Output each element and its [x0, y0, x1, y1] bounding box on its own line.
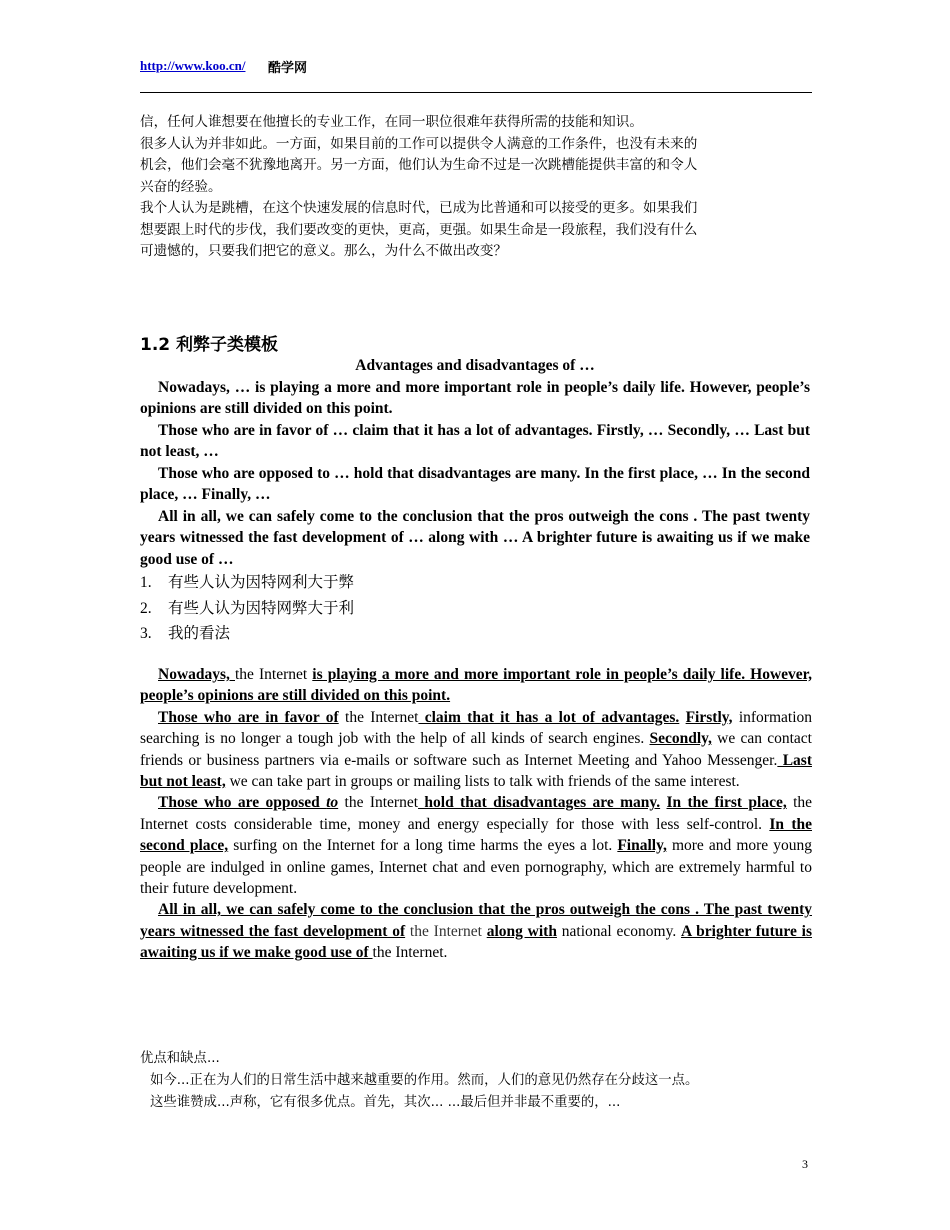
cn-line: 可遗憾的，只要我们把它的意义。那么，为什么不做出改变？ [140, 243, 508, 259]
template-paragraph-2: Those who are in favor of … claim that it has a lot of advantages. Firstly, … Secondly, … Last but not least, … [140, 421, 810, 460]
essay-paragraph-4: All in all, we can safely come to the conclusion that the pros outweigh the cons . The past twenty years witnessed the fast development of the Internet along with national economy. A brighter future is awaiting us if we make good use of the Internet. [140, 901, 812, 962]
translation-line: 这些谁赞成...声称，它有很多优点。首先，其次... ...最后但并非最不重要的，... [150, 1095, 621, 1110]
template-title: Advantages and disadvantages of … [355, 357, 595, 374]
sample-essay [140, 664, 812, 964]
page-number: 3 [802, 1157, 808, 1171]
template-paragraph-3: Those who are opposed to … hold that disadvantages are many. In the first place, … In the second place, … Finally, … [140, 464, 810, 503]
template-paragraph-4: All in all, we can safely come to the conclusion that the pros outweigh the cons . The past twenty years witnessed the fast development of … along with … A brighter future is awaiting us if we make good use of … [140, 507, 810, 568]
essay-template [140, 355, 810, 570]
header-url-link[interactable]: http://www.koo.cn/ [140, 58, 246, 73]
essay-paragraph-1: Nowadays, the Internet is playing a more and more important role in people’s daily life. However, people’s opinions are still divided on this point. [140, 666, 812, 705]
page-header [140, 56, 812, 93]
list-item: 1. 有些人认为因特网利大于弊 [140, 573, 355, 591]
cn-line: 信，任何人谁想要在他擅长的专业工作，在同一职位很难年获得所需的技能和知识。 [140, 114, 643, 130]
chinese-paragraph-block [140, 112, 815, 263]
essay-paragraph-3: Those who are opposed to the Internet hold that disadvantages are many. In the first place, the Internet costs considerable time, money and energy especially for those with less self-control. In the second place, surfing on the Internet for a long time harms the eyes a lot. Finally, more and more young people are indulged in online games, Internet chat and even pornography, which are extremely harmful to their future development. [140, 794, 813, 898]
header-site-name: 酷学网 [268, 61, 308, 76]
cn-line: 机会，他们会毫不犹豫地离开。另一方面，他们认为生命不过是一次跳槽能提供丰富的和令人 [140, 157, 698, 173]
cn-line: 兴奋的经验。 [140, 178, 222, 195]
outline-list [140, 570, 354, 647]
list-item: 2. 有些人认为因特网弊大于利 [140, 598, 355, 617]
cn-line: 很多人认为并非如此。一方面，如果目前的工作可以提供令人满意的工作条件，也没有未来的 [140, 135, 698, 152]
list-item: 3. 我的看法 [140, 624, 231, 642]
template-paragraph-1: Nowadays, … is playing a more and more important role in people’s daily life. However, people’s opinions are still divided on this point. [140, 378, 810, 417]
chinese-translation [140, 1048, 830, 1114]
cn-line: 我个人认为是跳槽，在这个快速发展的信息时代，已成为比普通和可以接受的更多。如果我们 [140, 200, 698, 216]
section-heading: 1.2 利弊子类模板 [140, 335, 279, 355]
translation-title: 优点和缺点... [140, 1051, 220, 1066]
essay-paragraph-2: Those who are in favor of the Internet claim that it has a lot of advantages. Firstly, information searching is no longer a tough job with the help of all kinds of search engines. Secondly, we can contact friends or business partners via e-mails or software such as Internet Meeting and Yahoo Messenger. Last but not least, we can take part in groups or mailing lists to talk with friends of the same interest. [140, 708, 812, 791]
translation-line: 如今...正在为人们的日常生活中越来越重要的作用。然而，人们的意见仍然存在分歧这一点。 [150, 1073, 699, 1088]
cn-line: 想要跟上时代的步伐，我们要改变的更快，更高，更强。如果生命是一段旅程，我们没有什么 [140, 221, 698, 238]
